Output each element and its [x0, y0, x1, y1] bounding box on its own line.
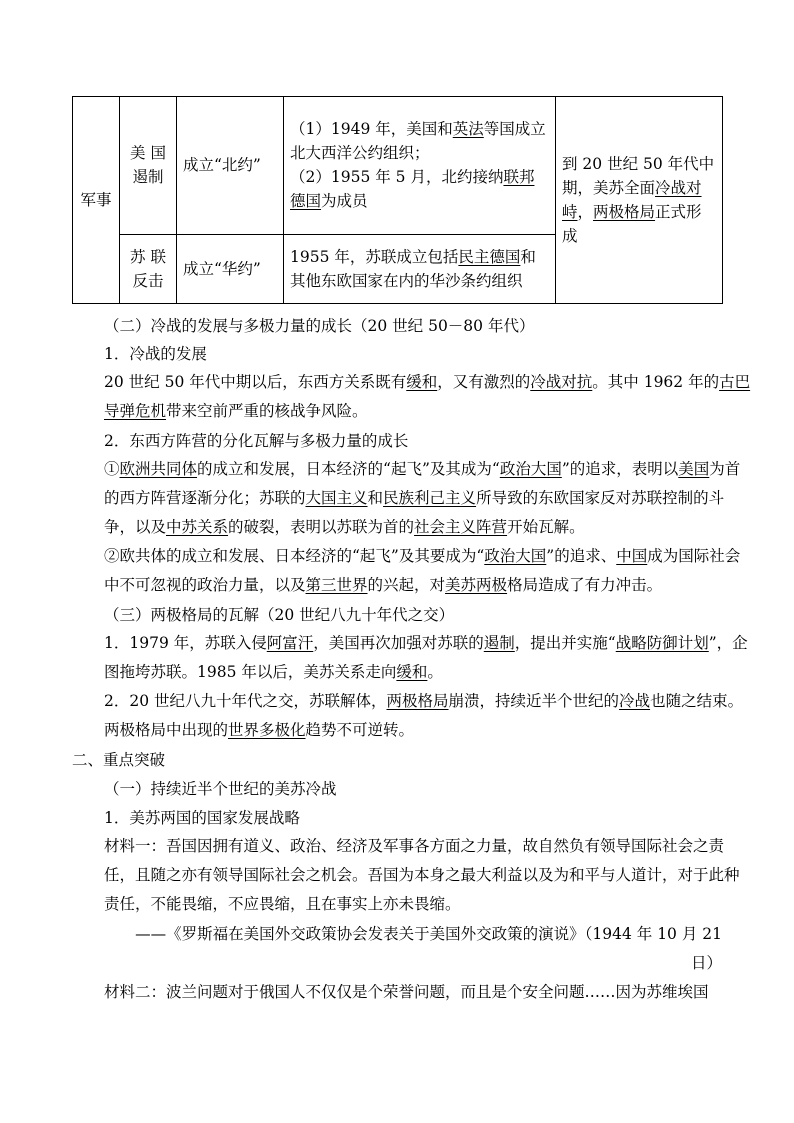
material-2: 材料二：波兰问题对于俄国人不仅仅是个荣誉问题，而且是个安全问题……因为苏维埃国 — [104, 983, 709, 1001]
us-detail-2: （2）1955 年 5 月，北约接纳联邦德国为成员 — [290, 168, 535, 211]
us-detail-cell — [284, 97, 556, 235]
part2-sub1: 1．美苏两国的国家发展战略 — [104, 809, 300, 827]
material-1-source: ——《罗斯福在美国外交政策协会发表关于美国外交政策的演说》（1944 年 10 月 21 — [135, 925, 722, 943]
su-action-cell: 成立“华约” — [177, 234, 284, 303]
material-1-source-end: 日） — [690, 954, 722, 972]
section3-paragraph-1: 1．1979 年，苏联入侵阿富汗，美国再次加强对苏联的遏制，提出并实施“战略防御计划”，企图拖垮苏联。1985 年以后，美苏关系走向缓和。 — [104, 634, 748, 681]
su-detail-cell: 1955 年，苏联成立包括民主德国和其他东欧国家在内的华沙条约组织 — [284, 234, 556, 303]
result-cell: 到 20 世纪 50 年代中期，美苏全面冷战对峙，两极格局正式形成 — [556, 97, 723, 304]
material-1: 材料一：吾国因拥有道义、政治、经济及军事各方面之力量，故自然负有领导国际社会之责任，且随之亦有领导国际社会之机会。吾国为本身之最大利益以及为和平与人道计，对于此种责任，不能畏缩，不应畏缩，且在事实上亦未畏缩。 — [104, 837, 740, 913]
us-action-cell: 成立“北约” — [177, 97, 284, 235]
su-side-cell: 苏 联 反击 — [120, 234, 177, 303]
us-detail-1: （1）1949 年，美国和英法等国成立北大西洋公约组织； — [290, 120, 546, 163]
section3-heading: （三）两极格局的瓦解（20 世纪八九十年代之交） — [104, 606, 455, 624]
section2-heading: （二）冷战的发展与多极力量的成长（20 世纪 50－80 年代） — [104, 317, 535, 335]
cold-war-military-table — [72, 96, 723, 304]
section2-sub2: 2．东西方阵营的分化瓦解与多极力量的成长 — [104, 432, 409, 450]
section2-paragraph-3: ②欧共体的成立和发展、日本经济的“起飞”及其要成为“政治大国”的追求、中国成为国际社会中不可忽视的政治力量，以及第三世界的兴起，对美苏两极格局造成了有力冲击。 — [104, 547, 741, 594]
part2-subheading: （一）持续近半个世纪的美苏冷战 — [104, 780, 337, 798]
section2-sub1: 1．冷战的发展 — [104, 345, 207, 363]
us-side-cell: 美 国 遏制 — [120, 97, 177, 235]
section2-paragraph-1: 20 世纪 50 年代中期以后，东西方关系既有缓和，又有激烈的冷战对抗。其中 1962 年的古巴导弹危机带来空前严重的核战争风险。 — [104, 373, 751, 420]
category-cell: 军事 — [73, 97, 120, 304]
section3-paragraph-2: 2．20 世纪八九十年代之交，苏联解体，两极格局崩溃，持续近半个世纪的冷战也随之结束。两极格局中出现的世界多极化趋势不可逆转。 — [104, 692, 744, 739]
part2-heading: 二、重点突破 — [72, 751, 166, 769]
section2-paragraph-2: ①欧洲共同体的成立和发展，日本经济的“起飞”及其成为“政治大国”的追求，表明以美国为首的西方阵营逐渐分化；苏联的大国主义和民族利己主义所导致的东欧国家反对苏联控制的斗争，以及中苏关系的破裂，表明以苏联为首的社会主义阵营开始瓦解。 — [104, 460, 741, 536]
